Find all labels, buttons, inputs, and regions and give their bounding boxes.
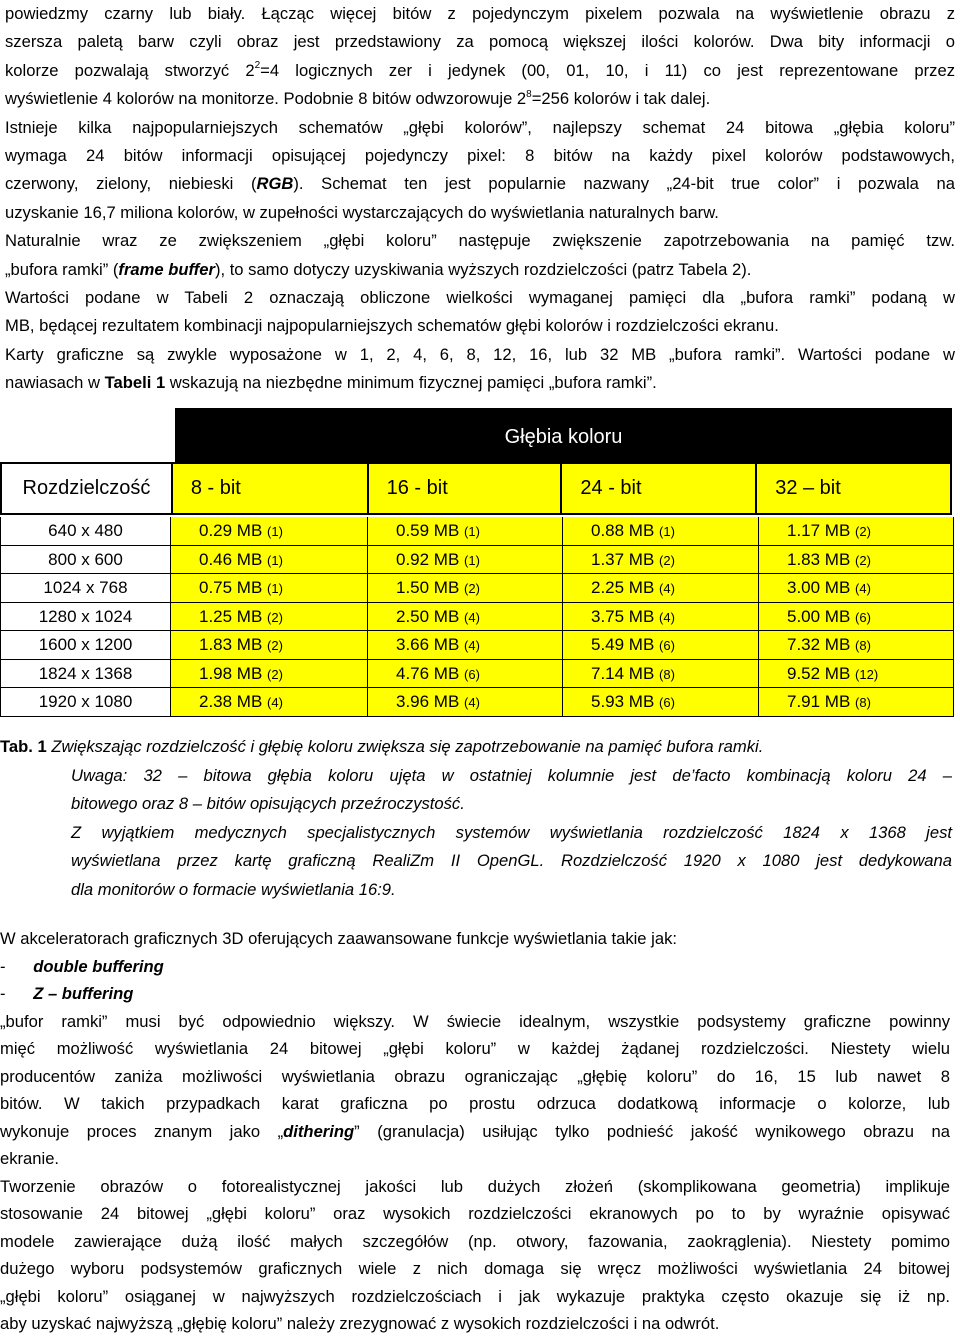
text-line: W akceleratorach graficznych 3D oferujących zaawansowane funkcje wyświetlania takie jak: (0, 929, 677, 948)
memory-value: 2.50 MB (396, 606, 460, 626)
memory-value: 3.96 MB (396, 692, 460, 711)
memory-cell (368, 660, 563, 688)
min-buffer-value: (2) (855, 524, 871, 539)
min-buffer-value: (6) (659, 695, 675, 710)
paragraph-table-values (5, 284, 955, 341)
text-line: bitów. W takich przypadkach karat graficzna po prostu odrzuca dodatkową informacje o kolorze, lub (0, 1094, 950, 1113)
memory-cell (171, 546, 368, 574)
column-header: 16 - bit (369, 464, 563, 513)
min-buffer-value: (4) (659, 609, 675, 625)
memory-cell (759, 660, 953, 688)
memory-cell (171, 603, 368, 631)
memory-value: 5.49 MB (591, 635, 655, 654)
text-line: ekranie. (0, 1149, 60, 1168)
memory-cell (171, 517, 368, 545)
memory-cell (368, 517, 563, 545)
column-header: 32 – bit (757, 464, 950, 513)
column-header-resolution: Rozdzielczość (2, 464, 173, 513)
memory-value: 1.83 MB (199, 635, 263, 654)
memory-value: 1.83 MB (787, 549, 851, 569)
memory-value: 7.14 MB (591, 663, 655, 683)
memory-cell (368, 574, 563, 602)
min-buffer-value: (1) (464, 552, 480, 568)
table-row (1, 574, 953, 603)
min-buffer-value: (4) (464, 609, 480, 625)
caption-text: Zwiększając rozdzielczość i głębię koloru zwiększa się zapotrzebowanie na pamięć bufora ramki. (46, 737, 764, 756)
text-line: szersza paletą barw czyli obraz jest przedstawiony za pomocą większej ilości kolorów. Dwa bity informacji o (5, 32, 955, 52)
memory-value: 3.66 MB (396, 635, 460, 654)
text-line: kolorze pozwalają stworzyć $2^2=4$ logicznych zer i jedynek (00, 01, 10, i 11) co jest reprezentowane przez (5, 60, 955, 80)
memory-cell (563, 660, 759, 688)
resolution-cell: 1024 x 768 (1, 574, 171, 602)
memory-value: 1.98 MB (199, 663, 263, 683)
text-line: mięć możliwość wyświetlania 24 bitowej „głębi koloru” w każdej żądanej rozdzielczości. Niestety wielu (0, 1039, 950, 1058)
memory-value: 3.75 MB (591, 606, 655, 626)
min-buffer-value: (8) (855, 695, 871, 710)
min-buffer-value: (2) (267, 609, 283, 625)
memory-cell (759, 574, 953, 602)
min-buffer-value: (4) (855, 581, 871, 596)
table-body (0, 517, 954, 717)
memory-value: 2.38 MB (199, 692, 263, 711)
text-line: modele zawierające dużą ilość małych szczegółów (np. otwory, fazowania, zaokrąglenia). Niestety pomimo (0, 1231, 950, 1251)
min-buffer-value: (4) (659, 581, 675, 596)
table-row (1, 546, 953, 575)
caption-notes (0, 762, 952, 905)
resolution-cell: 640 x 480 (1, 517, 171, 545)
min-buffer-value: (1) (464, 524, 480, 539)
text-line: „bufor ramki” musi być odpowiednio większy. W świecie idealnym, wszystkie podsystemy graficzne powinny (0, 1011, 950, 1031)
min-buffer-value: (4) (464, 638, 480, 653)
text-line: Tworzenie obrazów o fotorealistycznej jakości lub dużych złożeń (skomplikowana geometria) implikuje (0, 1176, 950, 1196)
min-buffer-value: (4) (464, 695, 480, 710)
text-line: producentów zaniża możliwości wyświetlania obrazu ograniczając „głębię koloru” do 16, 15 lub nawet 8 (0, 1066, 950, 1086)
min-buffer-value: (6) (855, 609, 871, 625)
text-line: Z wyjątkiem medycznych specjalistycznych systemów wyświetlania rozdzielczość 1824 x 1368 jest (71, 822, 952, 842)
memory-cell (759, 603, 953, 631)
table-row (1, 517, 953, 546)
memory-cell (368, 631, 563, 659)
resolution-cell: 1600 x 1200 (1, 631, 171, 659)
text-line: wymaga 24 bitów informacji opisującej pojedynczy pixel: 8 bitów na każdy pixel kolorów podstawowych, (5, 146, 955, 166)
memory-value: 2.25 MB (591, 578, 655, 597)
paragraph-dithering (0, 1008, 950, 1173)
intro-section (5, 0, 955, 398)
memory-cell (759, 631, 953, 659)
table-header-row (0, 462, 952, 515)
text-line: Naturalnie wraz ze zwiększeniem „głębi koloru” następuje zwiększenie zapotrzebowania na pamięć tzw. (5, 231, 955, 251)
memory-cell (563, 574, 759, 602)
caption-label: Tab. 1 (0, 737, 47, 756)
memory-value: 1.50 MB (396, 578, 460, 597)
text-line: „bufora ramki” (frame buffer), to samo dotyczy uzyskiwania wyższych rozdzielczości (patrz Tabela 2). (5, 259, 752, 279)
memory-cell (171, 660, 368, 688)
list-item: - Z – buffering (0, 984, 134, 1003)
text-line: Karty graficzne są zwykle wyposażone w 1, 2, 4, 6, 8, 12, 16, lub 32 MB „bufora ramki”. Wartości podane w (5, 344, 955, 364)
memory-cell (368, 688, 563, 716)
memory-cell (171, 631, 368, 659)
min-buffer-value: (4) (267, 695, 283, 710)
text-line: Istnieje kilka najpopularniejszych schematów „głębi kolorów”, najlepszy schemat 24 bitowa „głębia koloru” (5, 117, 955, 137)
text-line: aby uzyskać najwyższą „głębię koloru” należy zrezygnować z wysokich rozdzielczości i na odwrót. (0, 1314, 720, 1333)
text-line: bitowego oraz 8 – bitów opisujących przeźroczystość. (71, 794, 465, 813)
min-buffer-value: (12) (855, 666, 879, 682)
column-header: 24 - bit (562, 464, 757, 513)
text-line: dla monitorów o formacie wyświetlania 16:9. (71, 879, 396, 899)
memory-value: 0.29 MB (199, 521, 263, 540)
min-buffer-value: (2) (464, 581, 480, 596)
resolution-cell: 1920 x 1080 (1, 688, 171, 716)
table-row (1, 603, 953, 632)
table-row (1, 688, 953, 717)
min-buffer-value: (8) (659, 666, 675, 682)
paragraph-photorealistic (0, 1173, 950, 1338)
memory-cell (759, 546, 953, 574)
min-buffer-value: (6) (659, 638, 675, 653)
min-buffer-value: (2) (659, 552, 675, 568)
min-buffer-value: (2) (855, 552, 871, 568)
text-line: Wartości podane w Tabeli 2 oznaczają obliczone wielkości wymaganej pamięci dla „bufora ramki” podaną w (5, 288, 955, 308)
memory-cell (563, 631, 759, 659)
text-line: stosowanie 24 bitowej „głębi koloru” oraz wysokich rozdzielczości ekranowych po to by wyraźnie opisywać (0, 1204, 950, 1223)
column-header: 8 - bit (173, 464, 369, 513)
memory-cell (563, 688, 759, 716)
table-title: Głębia koloru (175, 408, 952, 464)
bottom-section (0, 925, 950, 1338)
memory-cell (368, 546, 563, 574)
memory-value: 7.32 MB (787, 635, 851, 654)
min-buffer-value: (2) (267, 666, 283, 682)
memory-cell (563, 546, 759, 574)
memory-cell (759, 688, 953, 716)
text-line: uzyskanie 16,7 miliona kolorów, w zupełności wystarczających do wyświetlania naturalnych barw. (5, 202, 719, 222)
text-line: czerwony, zielony, niebieski (RGB). Schemat ten jest popularnie nazwany „24-bit true color” i pozwala na (5, 174, 955, 194)
memory-cell (171, 688, 368, 716)
memory-cell (563, 603, 759, 631)
text-line: powiedzmy czarny lub biały. Łącząc więcej bitów z pojedynczym pixelem pozwala na wyświetlenie obrazu z (5, 4, 955, 23)
table-row (1, 631, 953, 660)
paragraph-frame-buffer (5, 227, 955, 284)
resolution-cell: 800 x 600 (1, 546, 171, 574)
text-line: Uwaga: 32 – bitowa głębia koloru ujęta w ostatniej kolumnie jest de’facto kombinacją koloru 24 – (71, 765, 952, 785)
resolution-cell: 1280 x 1024 (1, 603, 171, 631)
table-caption (0, 733, 952, 904)
memory-value: 0.88 MB (591, 521, 655, 540)
memory-cell (171, 574, 368, 602)
memory-value: 5.93 MB (591, 692, 655, 711)
memory-value: 1.37 MB (591, 549, 655, 569)
text-line: nawiasach w Tabeli 1 wskazują na niezbędne minimum fizycznej pamięci „bufora ramki”. (5, 373, 657, 393)
memory-value: 0.46 MB (199, 549, 263, 569)
min-buffer-value: (1) (267, 552, 283, 568)
min-buffer-value: (6) (464, 666, 480, 682)
min-buffer-value: (2) (267, 638, 283, 653)
text-line: wyświetlana przez kartę graficzną RealiZm II OpenGL. Rozdzielczość 1920 x 1080 jest dedykowana (71, 851, 952, 870)
memory-value: 5.00 MB (787, 606, 851, 626)
memory-value: 4.76 MB (396, 663, 460, 683)
memory-cell (759, 517, 953, 545)
min-buffer-value: (8) (855, 638, 871, 653)
min-buffer-value: (1) (659, 524, 675, 539)
memory-value: 3.00 MB (787, 578, 851, 597)
table-row (1, 660, 953, 689)
min-buffer-value: (1) (267, 581, 283, 596)
memory-value: 0.75 MB (199, 578, 263, 597)
paragraph-color-schemes (5, 114, 955, 228)
memory-cell (368, 603, 563, 631)
text-line: wyświetlenie 4 kolorów na monitorze. Podobnie 8 bitów odwzorowuje $2^8=256$ kolorów i tak dalej. (5, 88, 711, 109)
memory-value: 0.92 MB (396, 549, 460, 569)
paragraph-graphics-cards (5, 341, 955, 398)
list-item: - double buffering (0, 956, 164, 976)
memory-value: 7.91 MB (787, 692, 851, 711)
text-line: „głębi koloru” osiąganej w najwyższych rozdzielczościach i jak wykazuje praktyka często okazuje się iż np. (0, 1286, 950, 1306)
text-line: MB, będącej rezultatem kombinacji najpopularniejszych schematów głębi kolorów i rozdzielczości ekranu. (5, 316, 779, 336)
min-buffer-value: (1) (267, 524, 283, 539)
memory-value: 9.52 MB (787, 663, 851, 683)
text-line: wykonuje proces znanym jako „dithering” (granulacja) usiłując tylko podnieść jakość wynikowego obrazu na (0, 1121, 950, 1141)
memory-value: 0.59 MB (396, 521, 460, 540)
resolution-cell: 1824 x 1368 (1, 660, 171, 688)
text-line: dużego wyboru podsystemów graficznych wiele z nich domaga się wręcz możliwości wyświetlania 24 bitowej (0, 1259, 950, 1278)
memory-value: 1.17 MB (787, 521, 851, 540)
memory-value: 1.25 MB (199, 606, 263, 626)
memory-cell (563, 517, 759, 545)
